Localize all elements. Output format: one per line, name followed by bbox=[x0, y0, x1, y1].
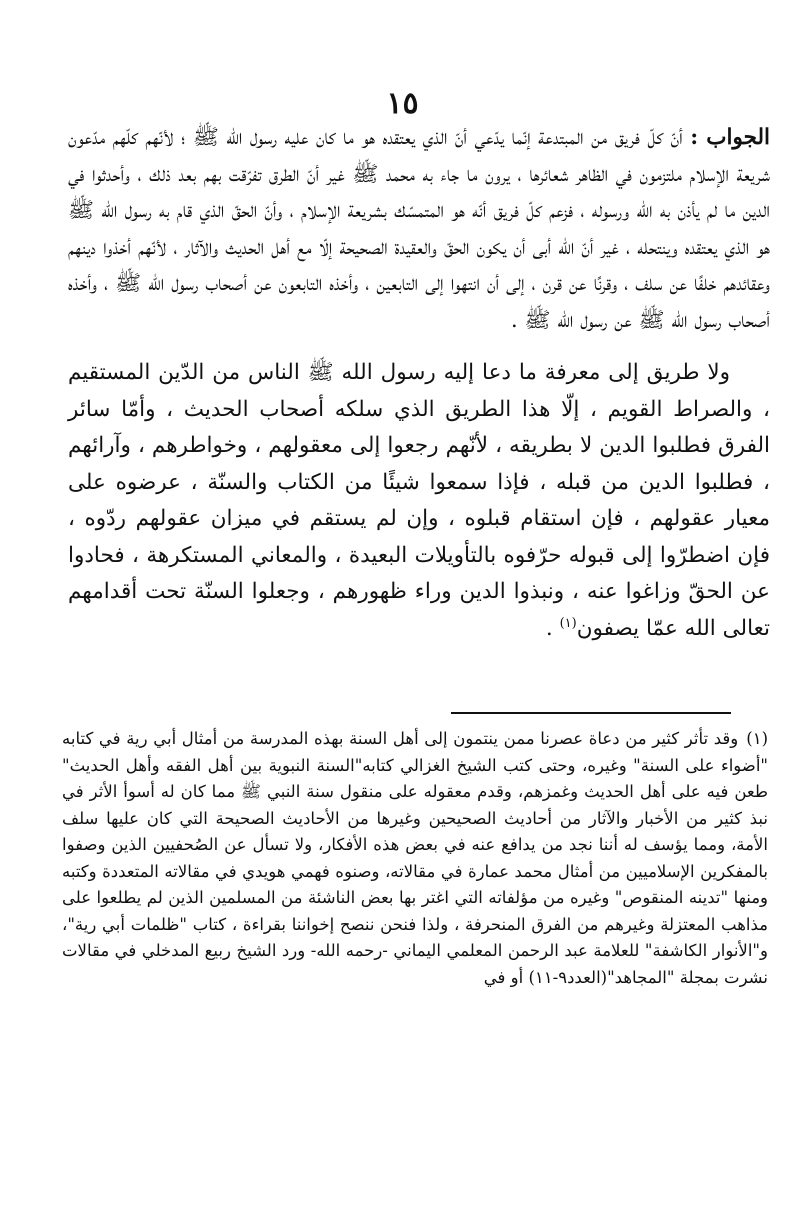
page-number: ١٥ bbox=[386, 86, 419, 121]
paragraph-2 bbox=[68, 355, 770, 647]
footnote-number: (١) bbox=[746, 729, 768, 748]
main-text bbox=[68, 120, 770, 647]
paragraph-2-end: . bbox=[545, 615, 560, 641]
footnote-text: وقد تأثر كثير من دعاة عصرنا ممن ينتمون إلى أهل السنة بهذه المدرسة من أمثال أبي رية في كتابه "أضواء على السنة" وغيره، وحتى كتب الشيخ الغزالي كتابه"السنة النبوية بين أهل الفقه وأهل الحديث" طعن فيه على أهل الحديث وغمزهم، وقدم معقوله على منقول سنة النبي ﷺ مما كان له أسوأ الأثر في نبذ كثير من الأخبار والآثار من أحاديث الصحيحين وغيرها من الأحاديث الصحيحة التي كان عليها سلف الأمة، ومما يؤسف له أننا نجد من يدافع عنه في بعض هذه الأفكار، ولا تسأل عن الصُحفيين الذين وصفوا بالمفكرين الإسلاميين من أمثال محمد عمارة في مقالاته، وصنوه فهمي هويدي في مقالاته المتعددة وكتبه ومنها "تدينه المنقوص" وغيره من مؤلفاته التي اغتر بها بعض الناشئة من المسلمين الذين لم يطلعوا على مذاهب المعتزلة وغيرهم من الفرق المنحرفة ، ولذا فنحن ننصح إخواننا بقراءة ، كتاب "ظلمات أبي رية"، و"الأنوار الكاشفة" للعلامة عبد الرحمن المعلمي اليماني -رحمه الله- ورد الشيخ ربيع المدخلي في مقالات نشرت بمجلة "المجاهد"(العدد٩-١١) أو في bbox=[62, 729, 768, 987]
answer-lead: الجواب : bbox=[690, 125, 771, 150]
footnote-divider bbox=[451, 712, 731, 714]
paragraph-1 bbox=[68, 120, 770, 339]
paragraph-1-text: أنّ كلّ فريق من المبتدعة إنّما يدّعي أنّ الذي يعتقده هو ما كان عليه رسول الله ﷺ ؛ لأنّهم كلّهم مدّعون شريعة الإسلام ملتزمون في الظاهر شعائرها ، يرون ما جاء به محمد ﷺ غير أنّ الطرق تفرّقت بهم بعد ذلك ، وأحدثوا في الدين ما لم يأذن به الله ورسوله ، فزعم كلّ فريق أنّه هو المتمسّك بشريعة الإسلام ، وأنّ الحقّ الذي قام به رسول الله ﷺ هو الذي يعتقده وينتحله ، غير أنّ الله أبى أن يكون الحقّ والعقيدة الصحيحة إلّا مع أهل الحديث والآثار ، لأنّهم أخذوا دينهم وعقائدهم خلفًا عن سلف ، وقرنًا عن قرن ، إلى أن انتهوا إلى التابعين ، وأخذه التابعون عن أصحاب رسول الله ﷺ ، وأخذه أصحاب رسول الله ﷺ عن رسول الله ﷺ . bbox=[68, 125, 770, 333]
footnote bbox=[62, 726, 768, 991]
paragraph-2-text: ولا طريق إلى معرفة ما دعا إليه رسول الله ﷺ الناس من الدّين المستقيم ، والصراط القويم ، إلّا هذا الطريق الذي سلكه أصحاب الحديث ، وأمّا سائر الفرق فطلبوا الدين لا بطريقه ، لأنّهم رجعوا إلى معقولهم ، وخواطرهم ، وآرائهم ، فطلبوا الدين من قبله ، فإذا سمعوا شيئًا من الكتاب والسنّة ، عرضوه على معيار عقولهم ، فإن استقام قبلوه ، وإن لم يستقم في ميزان عقولهم ردّوه ، فإن اضطرّوا إلى قبوله حرّفوه بالتأويلات البعيدة ، والمعاني المستكرهة ، فحادوا عن الحقّ وزاغوا عنه ، ونبذوا الدين وراء ظهورهم ، وجعلوا السنّة تحت أقدامهم تعالى الله عمّا يصفون bbox=[68, 360, 770, 641]
footnote-paragraph bbox=[62, 726, 768, 991]
footnote-reference[interactable]: (١) bbox=[559, 615, 577, 631]
